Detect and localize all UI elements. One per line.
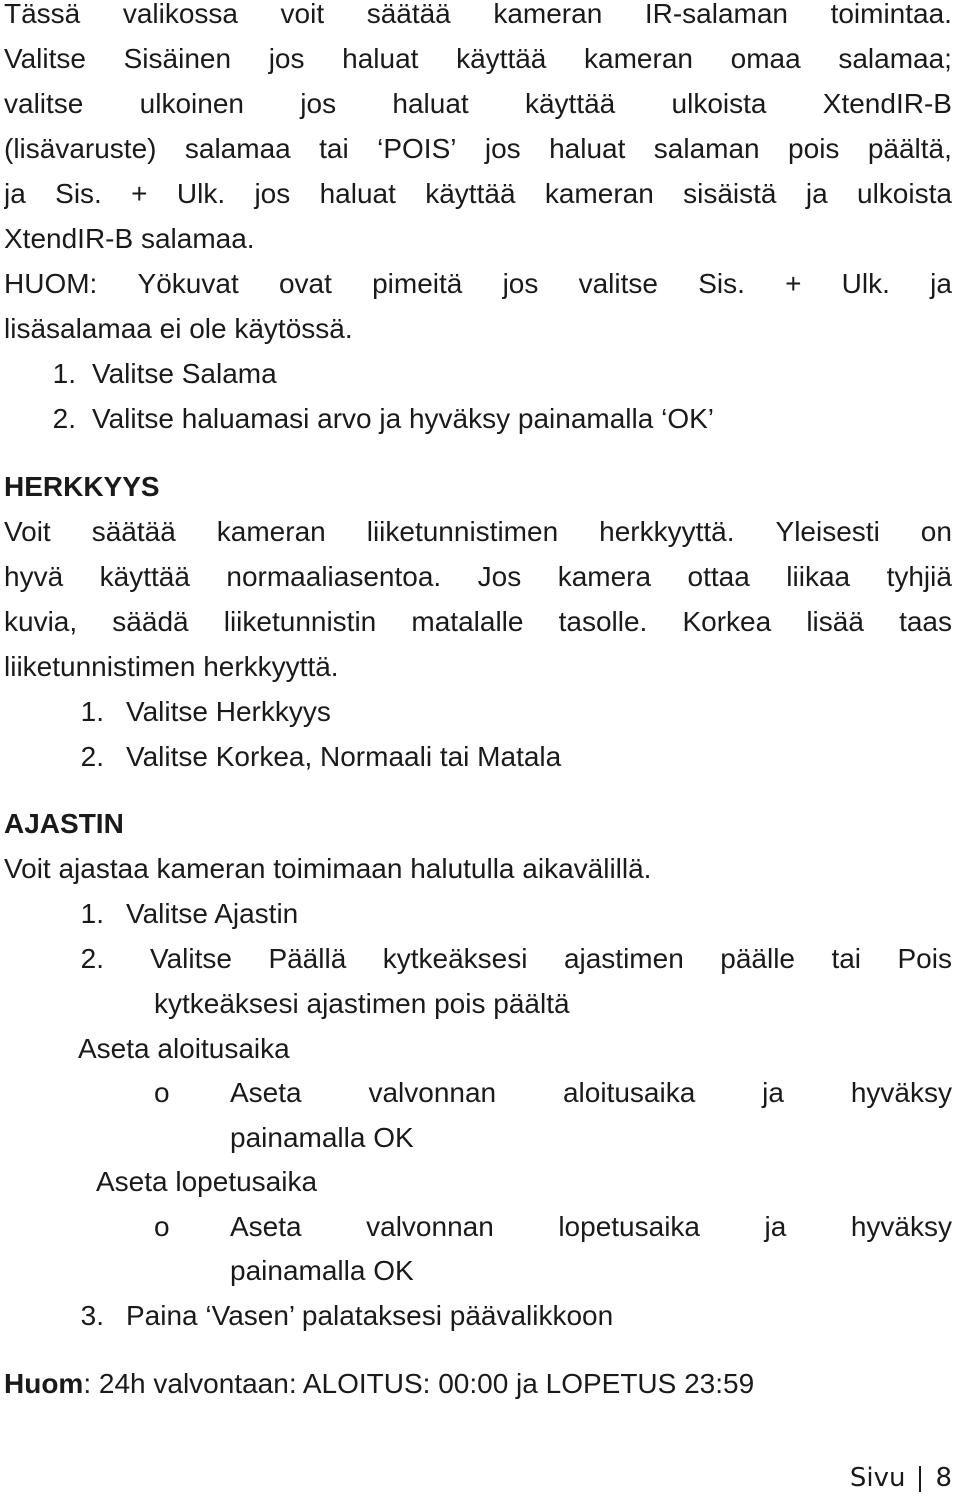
timer-step-2-line-1 [56, 939, 952, 979]
word: säädä [112, 606, 189, 637]
flash-step-2 [4, 399, 952, 439]
word: salamaa; [838, 43, 952, 74]
word: ajastimen [563, 943, 684, 974]
word: ja [930, 268, 952, 299]
word: Jos [477, 561, 522, 592]
word: HUOM: [4, 268, 98, 299]
word: ulkoista [671, 88, 767, 119]
word: tai [831, 943, 862, 974]
footer-label: Sivu [849, 1463, 906, 1493]
word: kameran [493, 0, 603, 29]
word: käyttää [524, 88, 616, 119]
word: Voit [4, 516, 51, 547]
word: jos [502, 268, 539, 299]
word: haluat [549, 133, 626, 164]
step-text: Paina ‘Vasen’ palataksesi päävalikkoon [126, 1300, 614, 1331]
word: valikossa [122, 0, 238, 29]
flash-step-1 [4, 354, 952, 394]
word: on [920, 516, 952, 547]
bullet-text [230, 1207, 952, 1247]
bullet-text [230, 1073, 952, 1113]
word: valvonnan [366, 1211, 494, 1242]
word: sisäistä [683, 178, 777, 209]
flash-paragraph-line-5 [4, 174, 952, 214]
word: lopetusaika [558, 1211, 700, 1242]
word: hyvä [4, 561, 64, 592]
bottom-note-label: Huom [4, 1368, 84, 1399]
word: omaa [730, 43, 801, 74]
word: liiketunnistin [223, 606, 377, 637]
word: aloitusaika [562, 1077, 696, 1108]
word: Aseta [230, 1211, 302, 1242]
word: pimeitä [372, 268, 463, 299]
sensitivity-paragraph-line-2 [4, 557, 952, 597]
timer-step-2-line-2: kytkeäksesi ajastimen pois päältä [154, 988, 570, 1019]
word: ulkoista [857, 178, 952, 209]
word: ‘POIS’ [377, 133, 457, 164]
step-number: 2. [80, 943, 104, 974]
word: kameran [216, 516, 326, 547]
word: valitse [578, 268, 658, 299]
page-footer [850, 1458, 952, 1498]
flash-paragraph-line-2 [4, 39, 952, 79]
word: käyttää [99, 561, 190, 592]
word: valvonnan [368, 1077, 497, 1108]
word: lisää [806, 606, 864, 637]
flash-note-line-1 [4, 264, 952, 304]
word: XtendIR-B [822, 88, 952, 119]
word: hyväksy [850, 1077, 952, 1108]
timer-heading: AJASTIN [4, 808, 124, 839]
flash-paragraph-line-3 [4, 84, 952, 124]
word: liikaa [786, 561, 851, 592]
word: (lisävaruste) [4, 133, 157, 164]
word: Päällä [268, 943, 347, 974]
bottom-note [4, 1364, 952, 1404]
word: ulkoinen [139, 88, 244, 119]
step-number: 1. [52, 358, 76, 389]
word: kuvia, [4, 606, 78, 637]
word: normaaliasentoa. [226, 561, 442, 592]
word: + [131, 178, 148, 209]
word: Sis. [55, 178, 102, 209]
word: herkkyyttä. [599, 516, 735, 547]
word: tyhjiä [886, 561, 952, 592]
sensitivity-heading: HERKKYYS [4, 471, 160, 502]
bottom-note-text: : 24h valvontaan: ALOITUS: 00:00 ja LOPETUS 23:59 [83, 1368, 755, 1399]
timer-step-3 [4, 1296, 952, 1336]
word: salaman [653, 133, 760, 164]
word: taas [899, 606, 952, 637]
word: liiketunnistimen [366, 516, 559, 547]
step-number: 3. [80, 1300, 104, 1331]
sensitivity-step-2 [4, 737, 952, 777]
word: jos [300, 88, 337, 119]
start-time-bullet-line-1 [154, 1073, 952, 1113]
word: päälle [720, 943, 795, 974]
word: säätää [366, 0, 451, 29]
word: ovat [278, 268, 332, 299]
word: Pois [897, 943, 952, 974]
word: kameran [584, 43, 693, 74]
word: IR-salaman [644, 0, 788, 29]
word: ja [805, 178, 828, 209]
step-number: 2. [52, 403, 76, 434]
word: Tässä [4, 0, 81, 29]
word: Sis. [698, 268, 745, 299]
flash-paragraph-line-6: XtendIR-B salamaa. [4, 223, 255, 254]
end-time-bullet-line-1 [154, 1207, 952, 1247]
word: salamaa [184, 133, 291, 164]
flash-paragraph-line-1 [4, 0, 952, 34]
word: Yleisesti [775, 516, 880, 547]
flash-paragraph-line-4 [4, 129, 952, 169]
word: Aseta [230, 1077, 302, 1108]
word: käyttää [425, 178, 516, 209]
word: haluat [319, 178, 396, 209]
word: kamera [557, 561, 652, 592]
word: tai [319, 133, 349, 164]
start-time-bullet-line-2: painamalla OK [230, 1122, 414, 1153]
word: toimintaa. [830, 0, 952, 29]
step-text: Valitse Salama [92, 358, 277, 389]
step-text [150, 939, 952, 979]
word: Valitse [4, 43, 86, 74]
sensitivity-paragraph-line-3 [4, 602, 952, 642]
step-text: Valitse haluamasi arvo ja hyväksy painamalla ‘OK’ [92, 403, 714, 434]
page-number: 8 [935, 1463, 952, 1493]
word: Ulk. [841, 268, 890, 299]
end-time-bullet-line-2: painamalla OK [230, 1255, 414, 1286]
word: Yökuvat [137, 268, 239, 299]
word: haluat [342, 43, 419, 74]
word: ja [764, 1211, 787, 1242]
word: jos [268, 43, 305, 74]
word: matalalle [411, 606, 524, 637]
step-text: Valitse Korkea, Normaali tai Matala [126, 741, 562, 772]
timer-intro: Voit ajastaa kameran toimimaan halutulla aikavälillä. [4, 853, 652, 884]
word: Valitse [150, 943, 232, 974]
timer-step-1 [4, 894, 952, 934]
word: Korkea [682, 606, 772, 637]
word: voit [280, 0, 325, 29]
word: jos [254, 178, 291, 209]
word: + [785, 268, 802, 299]
step-number: 2. [80, 741, 104, 772]
step-text: Valitse Herkkyys [126, 696, 331, 727]
start-time-heading: Aseta aloitusaika [78, 1033, 290, 1064]
step-number: 1. [80, 898, 104, 929]
word: hyväksy [850, 1211, 952, 1242]
end-time-heading: Aseta lopetusaika [96, 1166, 318, 1197]
word: haluat [392, 88, 469, 119]
step-text: Valitse Ajastin [126, 898, 299, 929]
word: kameran [544, 178, 654, 209]
word: kytkeäksesi [382, 943, 528, 974]
footer-separator [919, 1466, 921, 1492]
sensitivity-paragraph-line-4: liiketunnistimen herkkyyttä. [4, 651, 339, 682]
word: ja [4, 178, 26, 209]
bullet-marker: o [154, 1077, 170, 1108]
word: ottaa [687, 561, 750, 592]
word: päältä, [867, 133, 952, 164]
word: valitse [4, 88, 84, 119]
bullet-marker: o [154, 1211, 170, 1242]
word: pois [788, 133, 840, 164]
word: Sisäinen [123, 43, 232, 74]
flash-note-line-2: lisäsalamaa ei ole käytössä. [4, 313, 353, 344]
word: säätää [91, 516, 176, 547]
word: Ulk. [176, 178, 226, 209]
sensitivity-paragraph-line-1 [4, 512, 952, 552]
word: käyttää [456, 43, 547, 74]
word: jos [484, 133, 521, 164]
word: tasolle. [558, 606, 648, 637]
word: ja [762, 1077, 784, 1108]
step-number: 1. [80, 696, 104, 727]
sensitivity-step-1 [4, 692, 952, 732]
